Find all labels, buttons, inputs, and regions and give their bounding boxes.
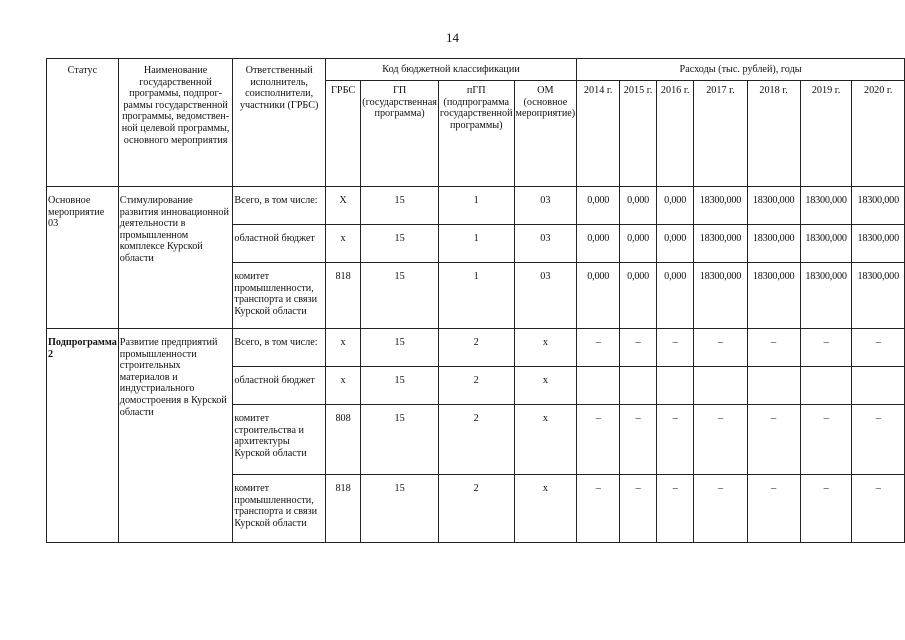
header-code-col: ГРБС [325, 81, 360, 187]
expense-cell: – [577, 475, 620, 543]
expense-cell: 0,000 [577, 225, 620, 263]
expense-cell: 18300,000 [800, 263, 852, 329]
expense-cell: 0,000 [656, 187, 693, 225]
om-cell: 03 [514, 263, 577, 329]
status-cell: Основное мероприятие 03 [47, 187, 119, 329]
expense-cell [620, 367, 657, 405]
expense-cell: – [747, 405, 800, 475]
expense-cell: – [620, 405, 657, 475]
expense-cell: 18300,000 [800, 187, 852, 225]
responsible-cell: комитет промышленности, транспорта и связи Курской области [233, 263, 326, 329]
gp-cell: 15 [361, 225, 439, 263]
expense-cell: 18300,000 [747, 225, 800, 263]
gp-cell: 15 [361, 475, 439, 543]
header-code: Код бюджетной классификации [325, 59, 576, 81]
expense-cell: – [620, 329, 657, 367]
expense-cell: 18300,000 [747, 187, 800, 225]
pgp-cell: 1 [438, 187, 514, 225]
expense-cell: – [694, 329, 747, 367]
table-row [47, 329, 905, 367]
header-year: 2016 г. [656, 81, 693, 187]
header-year: 2018 г. [747, 81, 800, 187]
expense-cell: 0,000 [577, 187, 620, 225]
responsible-cell: комитет промышленности, транспорта и связи Курской области [233, 475, 326, 543]
expense-cell: 18300,000 [694, 225, 747, 263]
header-expenses: Расходы (тыс. рублей), годы [577, 59, 905, 81]
program-name-cell: Стимулирование развития инновационной деятельности в промышленном комплексе Курской области [118, 187, 233, 329]
responsible-cell: комитет строительства и архитектуры Курской области [233, 405, 326, 475]
expense-cell: 0,000 [577, 263, 620, 329]
header-name: Наименование государственной программы, подпрог-раммы государственной программы, ведомствен-ной целевой программы, основного мероприятия [118, 59, 233, 187]
expense-cell: – [620, 475, 657, 543]
om-cell: х [514, 405, 577, 475]
header-year: 2017 г. [694, 81, 747, 187]
header-status: Статус [47, 59, 119, 187]
om-cell: х [514, 329, 577, 367]
expense-cell: – [694, 475, 747, 543]
gp-cell: 15 [361, 329, 439, 367]
expense-cell: 0,000 [620, 225, 657, 263]
expense-cell: – [800, 329, 852, 367]
expense-cell: – [577, 329, 620, 367]
status-cell: Подпрограмма 2 [47, 329, 119, 543]
expense-cell [656, 367, 693, 405]
expense-cell: – [577, 405, 620, 475]
header-year: 2014 г. [577, 81, 620, 187]
header-year: 2019 г. [800, 81, 852, 187]
header-code-col: ГП (государственная программа) [361, 81, 439, 187]
expense-cell: 18300,000 [800, 225, 852, 263]
budget-table [46, 58, 905, 543]
expense-cell: – [852, 329, 905, 367]
table-body [47, 187, 905, 543]
expense-cell: – [656, 405, 693, 475]
gp-cell: 15 [361, 263, 439, 329]
header-code-col: пГП (подпрограмма государственной программы) [438, 81, 514, 187]
expense-cell: – [852, 475, 905, 543]
header-year: 2020 г. [852, 81, 905, 187]
pgp-cell: 1 [438, 225, 514, 263]
expense-cell: 0,000 [656, 225, 693, 263]
expense-cell: 18300,000 [747, 263, 800, 329]
expense-cell: 18300,000 [852, 187, 905, 225]
pgp-cell: 2 [438, 475, 514, 543]
responsible-cell: Всего, в том числе: [233, 329, 326, 367]
om-cell: х [514, 475, 577, 543]
responsible-cell: областной бюджет [233, 225, 326, 263]
gp-cell: 15 [361, 187, 439, 225]
header-code-col: ОМ (основное мероприятие) [514, 81, 577, 187]
expense-cell: – [800, 405, 852, 475]
expense-cell: 18300,000 [852, 225, 905, 263]
om-cell: х [514, 367, 577, 405]
pgp-cell: 2 [438, 405, 514, 475]
responsible-cell: Всего, в том числе: [233, 187, 326, 225]
expense-cell: 18300,000 [852, 263, 905, 329]
expense-cell: – [747, 475, 800, 543]
om-cell: 03 [514, 187, 577, 225]
expense-cell: – [852, 405, 905, 475]
gp-cell: 15 [361, 367, 439, 405]
header-year: 2015 г. [620, 81, 657, 187]
pgp-cell: 2 [438, 367, 514, 405]
grbs-cell: х [325, 329, 360, 367]
expense-cell [577, 367, 620, 405]
expense-cell [694, 367, 747, 405]
expense-cell: – [656, 475, 693, 543]
expense-cell: – [747, 329, 800, 367]
grbs-cell: х [325, 225, 360, 263]
pgp-cell: 2 [438, 329, 514, 367]
expense-cell: 18300,000 [694, 187, 747, 225]
expense-cell [747, 367, 800, 405]
expense-cell: 0,000 [620, 263, 657, 329]
expense-cell: 0,000 [620, 187, 657, 225]
pgp-cell: 1 [438, 263, 514, 329]
header-responsible: Ответственный исполнитель, соисполнители, участники (ГРБС) [233, 59, 326, 187]
page-number: 14 [446, 30, 459, 45]
expense-cell [800, 367, 852, 405]
grbs-cell: 818 [325, 263, 360, 329]
gp-cell: 15 [361, 405, 439, 475]
responsible-cell: областной бюджет [233, 367, 326, 405]
expense-cell: – [656, 329, 693, 367]
expense-cell: – [800, 475, 852, 543]
expense-cell: 18300,000 [694, 263, 747, 329]
om-cell: 03 [514, 225, 577, 263]
grbs-cell: х [325, 367, 360, 405]
program-name-cell: Развитие предприятий промышленности строительных материалов и индустриального домостроения в Курской области [118, 329, 233, 543]
grbs-cell: Х [325, 187, 360, 225]
expense-cell: 0,000 [656, 263, 693, 329]
grbs-cell: 808 [325, 405, 360, 475]
grbs-cell: 818 [325, 475, 360, 543]
expense-cell: – [694, 405, 747, 475]
expense-cell [852, 367, 905, 405]
table-row [47, 187, 905, 225]
